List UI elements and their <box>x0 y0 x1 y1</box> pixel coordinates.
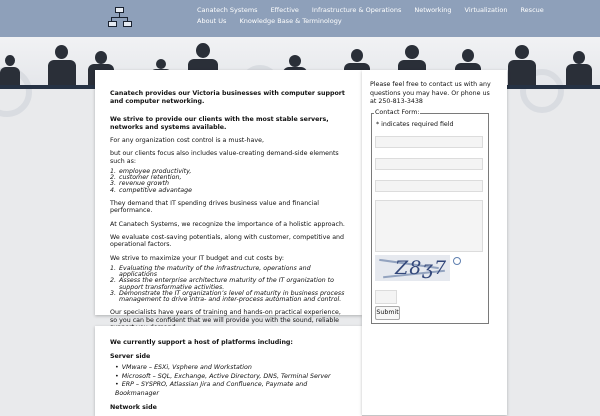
maximize-paragraph: We strive to maximize your IT budget and cut costs by: <box>110 254 284 262</box>
refresh-icon[interactable] <box>453 257 461 265</box>
evaluate-paragraph: We evaluate cost-saving potentials, along with customer, competitive and operational factors. <box>110 233 345 249</box>
list-item: 2. Assess the enterprise architecture maturity of the IT organization to support transformative activities. <box>118 278 348 290</box>
cost-control-paragraph: For any organization cost control is a must-have, <box>110 136 264 144</box>
site-header <box>0 0 600 37</box>
email-field[interactable] <box>375 158 483 170</box>
nav-canatech-systems[interactable]: Canatech Systems <box>197 6 258 14</box>
mission-paragraph: We strive to provide our clients with the most stable servers, networks and systems available. <box>110 116 329 131</box>
contact-form-legend: Contact Form: <box>375 109 420 116</box>
main-content-card <box>95 70 362 324</box>
nav-virtualization[interactable]: Virtualization <box>464 6 508 14</box>
nav-rescue[interactable]: Rescue <box>520 6 544 14</box>
nav-about-us[interactable]: About Us <box>197 17 227 25</box>
focus-paragraph: but our clients focus also includes value-creating demand-side elements such as: <box>110 150 339 165</box>
platforms-card <box>95 326 362 416</box>
nav-knowledge-base[interactable]: Knowledge Base & Terminology <box>239 17 342 25</box>
required-field-note: * indicates required field <box>376 121 454 128</box>
platforms-heading: We currently support a host of platforms including: <box>110 339 293 346</box>
nav-row-secondary <box>197 16 487 26</box>
network-logo-icon[interactable] <box>108 7 132 29</box>
nav-infrastructure-operations[interactable]: Infrastructure & Operations <box>311 6 402 14</box>
holistic-paragraph: At Canatech Systems, we recognize the importance of a holistic approach. <box>110 220 345 228</box>
list-item: 4. competitive advantage <box>118 188 348 194</box>
message-field[interactable] <box>375 200 483 252</box>
submit-button[interactable]: Submit <box>375 306 400 320</box>
list-item: • VMware – ESXi, Vsphere and Workstation <box>115 364 348 373</box>
list-item: • ERP – SYSPRO, Atlassian Jira and Confluence, Paymate and Bookmanager <box>115 381 348 398</box>
list-item: 1. employee productivity, <box>118 169 348 175</box>
name-field[interactable] <box>375 136 483 148</box>
intro-paragraph: Canatech provides our Victoria businesses with computer support and computer networking. <box>110 90 345 105</box>
list-item: 2. customer retention, <box>118 175 348 181</box>
server-side-heading: Server side <box>110 352 151 360</box>
network-side-heading: Network side <box>110 404 157 411</box>
spending-paragraph: They demand that IT spending drives business value and financial performance. <box>110 199 320 215</box>
phone-field[interactable] <box>375 180 483 192</box>
nav-effective[interactable]: Effective <box>270 6 299 14</box>
list-item: • Microsoft – SQL, Exchange, Active Directory, DNS, Terminal Server <box>115 373 348 382</box>
main-navigation <box>197 5 544 26</box>
server-platforms-list <box>115 364 348 398</box>
contact-intro-text: Please feel free to contact us with any questions you may have. Or phone us at 250-813-3438 <box>370 81 491 105</box>
nav-row-primary <box>197 5 544 15</box>
captcha-text: Z8ʒ7 <box>395 257 448 279</box>
list-item: 3. revenue growth <box>118 181 348 187</box>
nav-networking[interactable]: Networking <box>414 6 452 14</box>
list-item: 3. Demonstrate the IT organization’s level of maturity in business process management to drive intra- and inter-process automation and control. <box>118 291 348 303</box>
captcha-image <box>375 255 450 281</box>
budget-steps-list <box>118 266 348 303</box>
specialists-paragraph: Our specialists have years of training and hands-on practical experience, so you can be confident that we will provide you with the sound, reliable <box>110 309 341 324</box>
value-elements-list <box>118 169 348 194</box>
list-item: 1. Evaluating the maturity of the infrastructure, operations and applications <box>118 266 348 278</box>
captcha-input[interactable] <box>375 290 397 304</box>
